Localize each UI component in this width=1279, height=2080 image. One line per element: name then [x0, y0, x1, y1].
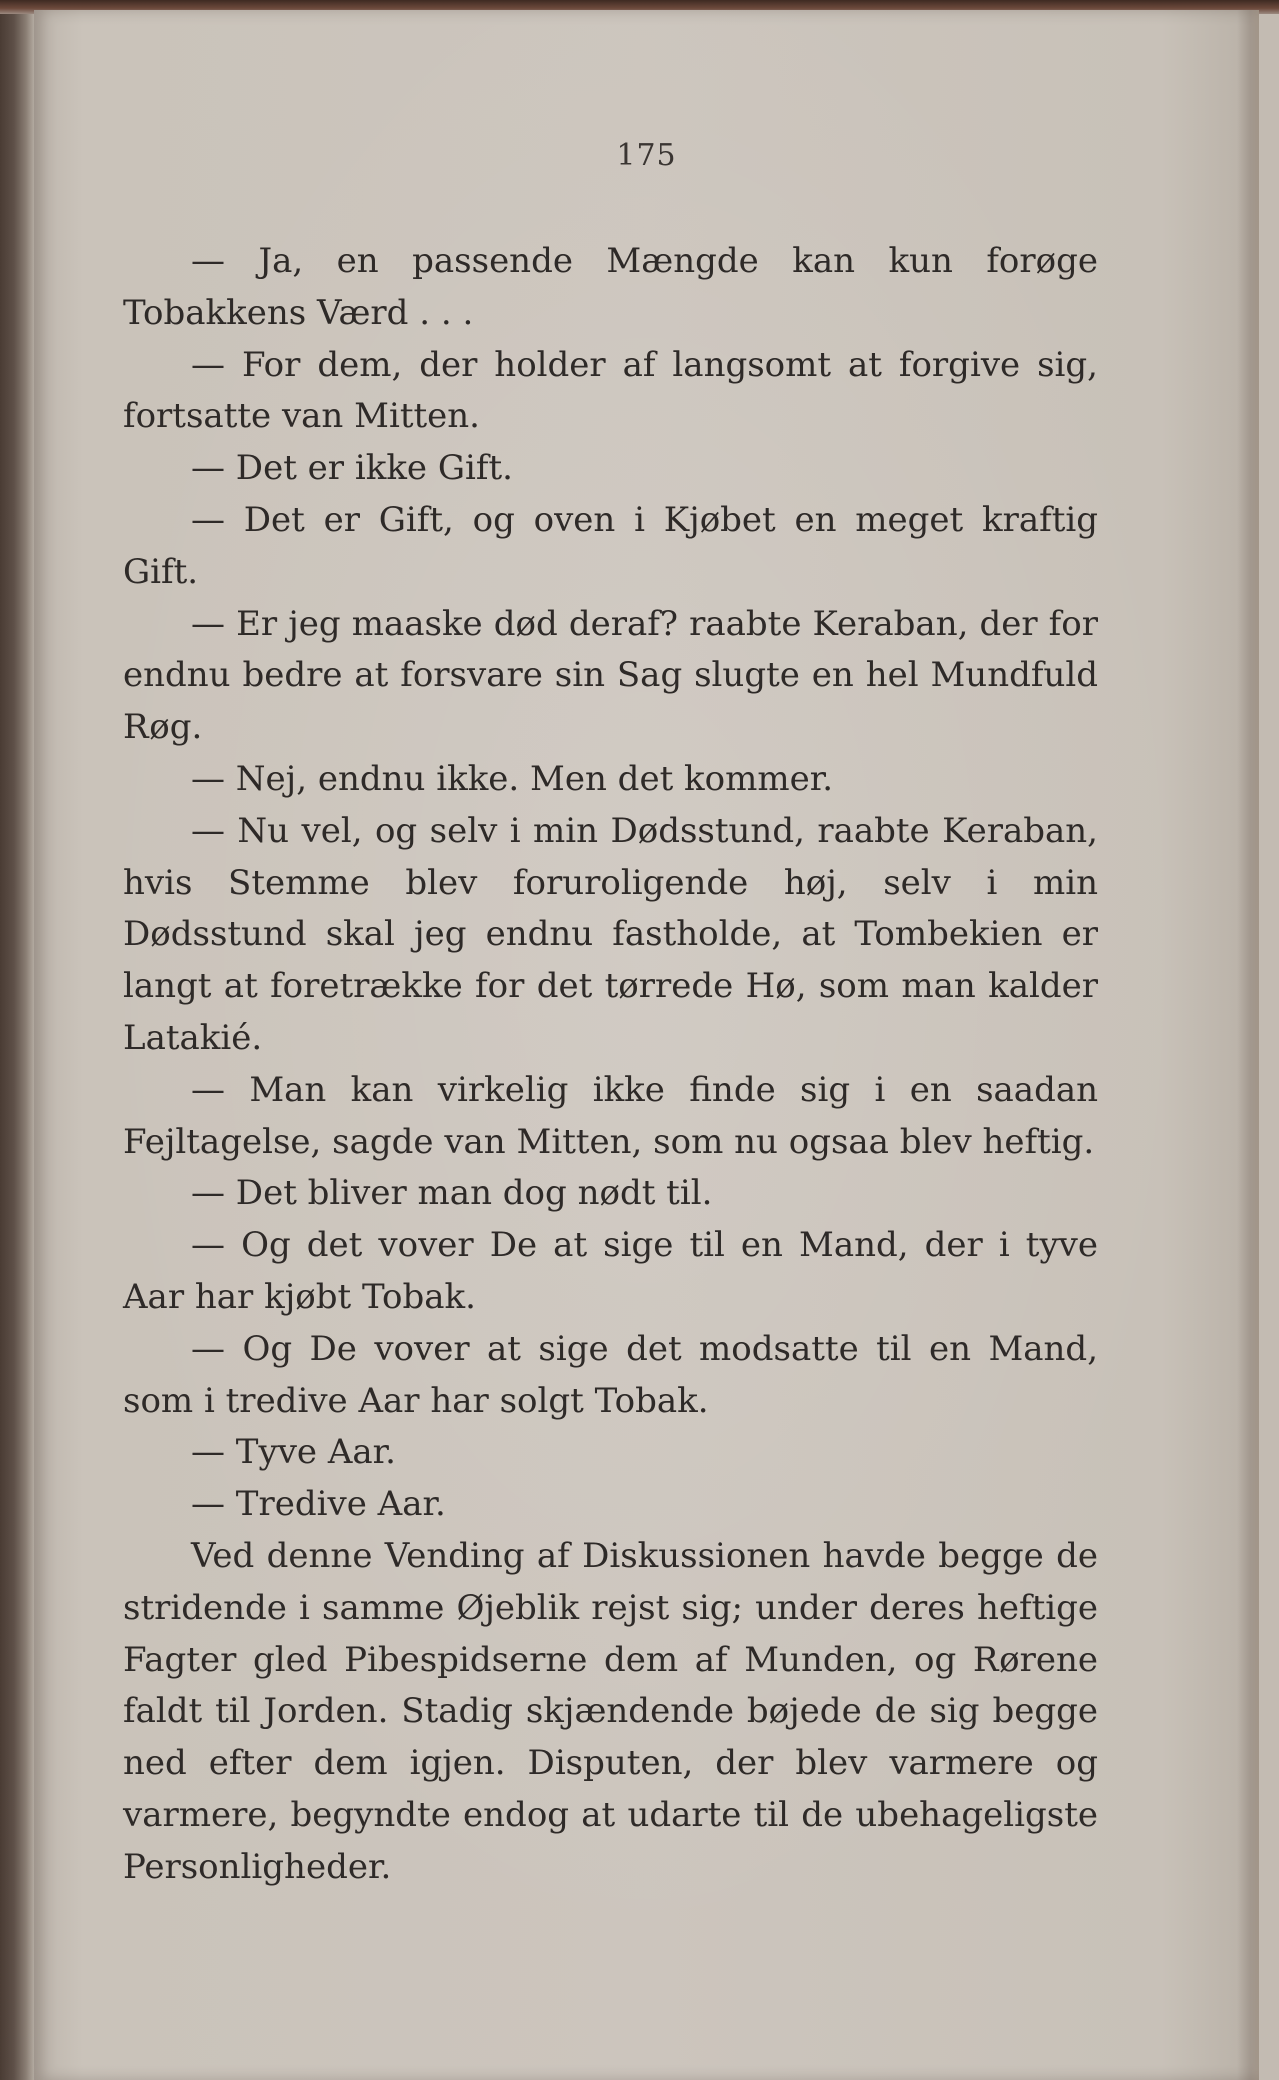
paragraph: — Nu vel, og selv i min Dødsstund, raabte Keraban, hvis Stemme blev foruroligende høj, selv i min Dødsstund skal jeg endnu fastholde, at Tombekien er langt at foretrække for det tørrede Hø, som man kalder Latakié. [123, 810, 1098, 1058]
paragraph: — For dem, der holder af langsomt at forgive sig, fortsatte van Mitten. [123, 344, 1098, 437]
paragraph: — Og det vover De at sige til en Mand, der i tyve Aar har kjøbt Tobak. [123, 1225, 1098, 1317]
page-edge-shadow [1237, 10, 1259, 2080]
paragraph: — Tredive Aar. [191, 1484, 446, 1525]
page-number: 175 [616, 138, 677, 173]
paragraph: — Nej, endnu ikke. Men det kommer. [191, 758, 834, 799]
paragraph: — Man kan virkelig ikke finde sig i en saadan Fejltagelse, sagde van Mitten, som nu ogsaa blev heftig. [123, 1069, 1098, 1162]
book-page [34, 10, 1259, 2080]
paragraph: — Ja, en passende Mængde kan kun forøge Tobakkens Værd . . . [123, 241, 1098, 333]
paragraph: — Er jeg maaske død deraf? raabte Keraban, der for endnu bedre at forsvare sin Sag slugte en hel Mundfuld Røg. [123, 603, 1098, 748]
paragraph: — Det er Gift, og oven i Kjøbet en meget kraftig Gift. [123, 499, 1098, 592]
paragraph: — Det er ikke Gift. [191, 448, 513, 489]
paragraph: — Tyve Aar. [191, 1432, 396, 1473]
paragraph: Ved denne Vending af Diskussionen havde begge de stridende i samme Øjeblik rejst sig; under deres heftige Fagter gled Pibespidserne dem af Munden, og Rørene faldt til Jorden. Stadig skjændende bøjede de sig begge ned efter dem igjen. Disputen, der blev varmere og varmere, begyndte endog at udarte til de ubehageligste Personligheder. [123, 1535, 1098, 1887]
paragraph: — Det bliver man dog nødt til. [191, 1173, 713, 1214]
paragraph: — Og De vover at sige det modsatte til en Mand, som i tredive Aar har solgt Tobak. [123, 1328, 1098, 1421]
page-body-text [123, 236, 1098, 1894]
